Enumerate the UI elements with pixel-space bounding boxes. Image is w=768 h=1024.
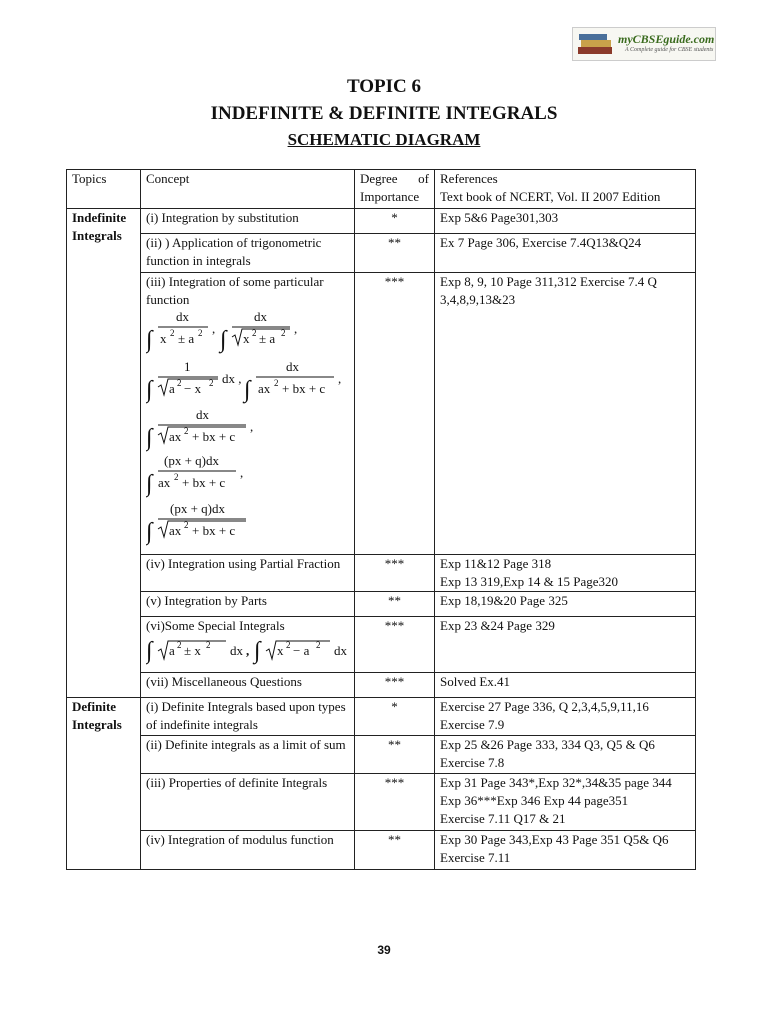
page-number: 39	[377, 943, 391, 957]
svg-text:2: 2	[184, 520, 189, 530]
concept-cell: (iii) Properties of definite Integrals	[141, 774, 355, 831]
svg-text:2: 2	[198, 328, 203, 338]
header-degree-of: of	[418, 171, 429, 186]
svg-text:dx: dx	[196, 407, 209, 422]
special-integral-formulas	[146, 635, 350, 665]
concept-cell: (vii) Miscellaneous Questions	[141, 673, 355, 698]
table-row	[67, 273, 696, 555]
svg-text:x: x	[277, 643, 284, 658]
svg-text:+ bx + c: + bx + c	[192, 429, 236, 444]
reference-cell: Exp 18,19&20 Page 325	[435, 592, 696, 617]
svg-text:dx: dx	[286, 359, 299, 374]
svg-text:dx: dx	[176, 309, 189, 324]
svg-text:ax: ax	[258, 381, 271, 396]
table-row	[67, 617, 696, 673]
reference-cell	[435, 555, 696, 592]
degree-cell: **	[355, 234, 435, 273]
table-row	[67, 209, 696, 234]
table-row	[67, 774, 696, 831]
degree-cell: **	[355, 736, 435, 774]
svg-text:− a: − a	[293, 643, 310, 658]
svg-text:dx ,: dx ,	[222, 371, 242, 386]
svg-text:∫: ∫	[220, 327, 227, 353]
svg-text:,: ,	[294, 321, 298, 336]
concept-cell: (ii) Definite integrals as a limit of sum	[141, 736, 355, 774]
svg-text:∫: ∫	[146, 425, 153, 451]
degree-cell: ***	[355, 673, 435, 698]
svg-text:2: 2	[274, 378, 279, 388]
concept-cell: (iv) Integration of modulus function	[141, 831, 355, 870]
svg-text:± x: ± x	[184, 643, 201, 658]
table-row	[67, 555, 696, 592]
svg-text:dx: dx	[230, 643, 243, 658]
svg-text:(px + q)dx: (px + q)dx	[170, 501, 225, 516]
concept-cell: (i) Integration by substitution	[141, 209, 355, 234]
svg-text:,: ,	[250, 419, 254, 434]
svg-text:2: 2	[184, 426, 189, 436]
reference-cell	[435, 736, 696, 774]
svg-text:∫: ∫	[146, 471, 153, 497]
svg-text:2: 2	[170, 328, 175, 338]
reference-line: Exp 13 319,Exp 14 & 15 Page320	[440, 574, 619, 589]
svg-text:,: ,	[240, 465, 244, 480]
svg-text:+ bx + c: + bx + c	[182, 475, 226, 490]
table-header-row	[67, 170, 696, 209]
svg-text:(px + q)dx: (px + q)dx	[164, 453, 219, 468]
header-degree-word: Degree	[360, 171, 398, 186]
svg-text:∫: ∫	[254, 638, 261, 664]
svg-text:2: 2	[316, 640, 321, 650]
degree-cell: **	[355, 831, 435, 870]
header-references-source: Text book of NCERT, Vol. II 2007 Edition	[440, 189, 661, 204]
header-topics: Topics	[67, 170, 141, 209]
svg-text:∫: ∫	[146, 638, 153, 664]
reference-line: Exp 11&12 Page 318	[440, 556, 552, 571]
svg-text:± a: ± a	[178, 331, 195, 346]
reference-line: Exp 36***Exp 346 Exp 44 page351	[440, 793, 629, 808]
table-row	[67, 831, 696, 870]
page-subtitle: SCHEMATIC DIAGRAM	[287, 130, 481, 149]
integral-formulas	[146, 309, 350, 549]
svg-text:,: ,	[338, 371, 342, 386]
reference-line: Exp 31 Page 343*,Exp 32*,34&35 page 344	[440, 775, 672, 790]
table-row	[67, 673, 696, 698]
degree-cell: **	[355, 592, 435, 617]
degree-cell: *	[355, 209, 435, 234]
svg-text:a: a	[169, 643, 175, 658]
reference-line: Exercise 7.11 Q17 & 21	[440, 811, 566, 826]
svg-text:2: 2	[177, 378, 182, 388]
reference-cell	[435, 831, 696, 870]
table-row	[67, 736, 696, 774]
concept-cell: (v) Integration by Parts	[141, 592, 355, 617]
page-title: INDEFINITE & DEFINITE INTEGRALS	[210, 103, 558, 124]
svg-text:ax: ax	[169, 523, 182, 538]
reference-line: Exercise 7.8	[440, 755, 505, 770]
site-logo	[572, 27, 716, 61]
logo-tagline: A Complete guide for CBSE students	[625, 47, 714, 53]
schematic-table	[66, 169, 696, 870]
svg-text:,: ,	[212, 321, 216, 336]
svg-text:a: a	[169, 381, 175, 396]
concept-text: (vi)Some Special Integrals	[146, 618, 285, 633]
svg-text:,: ,	[246, 643, 250, 658]
svg-text:2: 2	[174, 472, 179, 482]
reference-cell: Exp 5&6 Page301,303	[435, 209, 696, 234]
reference-line: Exercise 7.11	[440, 850, 511, 865]
svg-text:+ bx + c: + bx + c	[192, 523, 236, 538]
header-degree	[355, 170, 435, 209]
svg-text:∫: ∫	[146, 519, 153, 545]
svg-text:∫: ∫	[146, 377, 153, 403]
reference-cell	[435, 698, 696, 736]
svg-text:1: 1	[184, 359, 191, 374]
degree-cell: *	[355, 698, 435, 736]
svg-text:2: 2	[252, 328, 257, 338]
reference-cell: Solved Ex.41	[435, 673, 696, 698]
svg-text:2: 2	[286, 640, 291, 650]
svg-text:2: 2	[281, 328, 286, 338]
svg-text:dx: dx	[254, 309, 267, 324]
svg-text:x: x	[160, 331, 167, 346]
reference-cell: Exp 23 &24 Page 329	[435, 617, 696, 673]
concept-cell: (ii) ) Application of trigonometric function in integrals	[141, 234, 355, 273]
degree-cell: ***	[355, 774, 435, 831]
topic-indefinite: Indefinite Integrals	[67, 209, 141, 698]
concept-cell	[141, 273, 355, 555]
concept-cell: (i) Definite Integrals based upon types of indefinite integrals	[141, 698, 355, 736]
table-row	[67, 234, 696, 273]
svg-text:ax: ax	[169, 429, 182, 444]
svg-text:dx: dx	[334, 643, 347, 658]
svg-text:x: x	[243, 331, 250, 346]
logo-brand: myCBSEguide.com	[618, 32, 715, 46]
degree-cell: ***	[355, 555, 435, 592]
table-row	[67, 698, 696, 736]
svg-text:ax: ax	[158, 475, 171, 490]
header-references-title: References	[440, 171, 498, 186]
svg-text:2: 2	[209, 378, 214, 388]
header-concept: Concept	[141, 170, 355, 209]
topic-heading: TOPIC 6	[346, 76, 422, 97]
degree-cell: ***	[355, 273, 435, 555]
reference-line: Exp 25 &26 Page 333, 334 Q3, Q5 & Q6	[440, 737, 655, 752]
concept-cell: (iv) Integration using Partial Fraction	[141, 555, 355, 592]
svg-text:2: 2	[177, 640, 182, 650]
reference-line: Exercise 7.9	[440, 717, 505, 732]
degree-cell: ***	[355, 617, 435, 673]
header-degree-importance: Importance	[360, 189, 420, 204]
table-row	[67, 592, 696, 617]
reference-line: Exercise 27 Page 336, Q 2,3,4,5,9,11,16	[440, 699, 649, 714]
concept-text: (iii) Integration of some particular function	[146, 274, 324, 307]
svg-text:+ bx + c: + bx + c	[282, 381, 326, 396]
header-references	[435, 170, 696, 209]
svg-text:∫: ∫	[244, 377, 251, 403]
svg-text:± a: ± a	[259, 331, 276, 346]
reference-cell	[435, 774, 696, 831]
svg-text:− x: − x	[184, 381, 202, 396]
reference-cell: Exp 8, 9, 10 Page 311,312 Exercise 7.4 Q 3,4,8,9,13&23	[435, 273, 696, 555]
svg-text:∫: ∫	[146, 327, 153, 353]
svg-text:2: 2	[206, 640, 211, 650]
concept-cell	[141, 617, 355, 673]
reference-line: Exp 30 Page 343,Exp 43 Page 351 Q5& Q6	[440, 832, 669, 847]
books-icon	[576, 31, 616, 57]
topic-definite: Definite Integrals	[67, 698, 141, 870]
reference-cell: Ex 7 Page 306, Exercise 7.4Q13&Q24	[435, 234, 696, 273]
